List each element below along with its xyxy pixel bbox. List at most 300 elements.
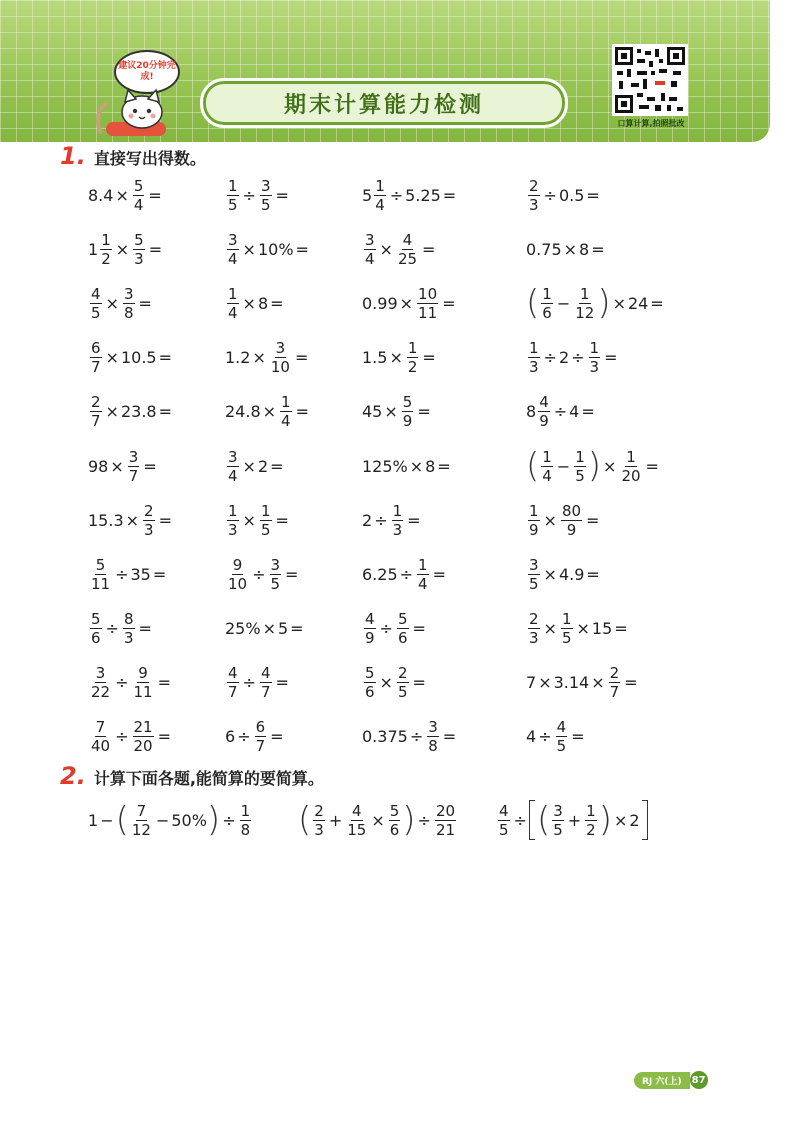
math-expression (362, 231, 437, 268)
problem-item (88, 393, 225, 430)
operator: = (412, 619, 426, 639)
denominator: 12 (131, 820, 151, 839)
fraction (133, 718, 154, 755)
problem-item (298, 800, 496, 840)
denominator: 4 (418, 574, 428, 593)
number: 1.2 (225, 348, 251, 368)
section-1-heading (60, 142, 206, 170)
numerator: 20 (435, 801, 456, 820)
fraction (227, 502, 239, 539)
denominator: 22 (91, 683, 111, 702)
operator: = (158, 402, 172, 422)
problem-item (88, 231, 225, 268)
fraction (123, 610, 135, 647)
problem-item (225, 718, 362, 755)
denominator: 4 (281, 412, 291, 431)
math-expression (225, 556, 300, 593)
operator: × (389, 348, 403, 368)
numerator: 3 (128, 447, 139, 466)
number: 4 (526, 727, 537, 747)
math-expression (298, 802, 458, 839)
number: 1.5 (362, 348, 388, 368)
fraction (552, 802, 564, 839)
fraction (541, 448, 553, 485)
denominator: 9 (402, 412, 413, 431)
numerator: 2 (397, 664, 408, 683)
fraction (131, 802, 152, 839)
numerator: 6 (255, 718, 266, 737)
math-expression (526, 610, 630, 647)
numerator: 2 (529, 176, 539, 195)
operator: = (270, 456, 284, 476)
denominator: 7 (609, 683, 620, 702)
number: 10.5 (120, 348, 157, 368)
section-2-number: 2. (60, 762, 86, 790)
numerator: 4 (402, 230, 413, 249)
book-label: RJ 六(上) (634, 1072, 690, 1089)
operator: ÷ (389, 185, 404, 205)
section-2-heading (60, 762, 324, 790)
number: 98 (88, 456, 109, 476)
fraction (402, 393, 414, 430)
numerator: 3 (529, 555, 539, 574)
operator: ÷ (374, 510, 388, 530)
denominator: 4 (228, 303, 238, 322)
number: 2 (629, 810, 640, 830)
denominator: 9 (529, 520, 539, 539)
operator: ÷ (252, 564, 266, 584)
operator: = (158, 348, 172, 368)
operator: × (543, 619, 557, 639)
math-expression (362, 339, 438, 376)
fraction (346, 802, 367, 839)
math-expression (526, 664, 640, 701)
problem-item (362, 393, 526, 430)
denominator: 4 (365, 249, 375, 268)
denominator: 2 (407, 358, 418, 377)
numerator: 2 (91, 393, 101, 412)
parenthesis: ( (526, 283, 540, 324)
fraction (90, 339, 102, 376)
number: 0.5 (558, 185, 585, 205)
operator: ÷ (115, 727, 129, 747)
fraction (574, 448, 586, 485)
operator: × (110, 456, 124, 476)
numerator: 1 (529, 339, 539, 358)
operator: + (567, 810, 582, 830)
number: 8 (257, 293, 269, 313)
operator: × (591, 673, 605, 693)
operator: = (407, 510, 421, 530)
problem-item (225, 448, 362, 485)
problem-item (88, 800, 298, 840)
denominator: 3 (529, 629, 539, 648)
problem-grid (88, 168, 728, 764)
fraction (528, 339, 540, 376)
fraction (528, 556, 540, 593)
number: 125% (362, 456, 408, 476)
number: 8 (526, 402, 537, 422)
numerator: 4 (260, 664, 271, 683)
problem-item (362, 502, 526, 539)
numerator: 3 (270, 555, 281, 574)
denominator: 25 (397, 249, 418, 268)
numerator: 5 (134, 230, 144, 249)
problem-item (526, 502, 696, 539)
number: 5.25 (405, 185, 441, 205)
math-expression (526, 177, 602, 214)
bracket (529, 800, 535, 840)
problem-item (225, 664, 362, 701)
fraction (556, 718, 568, 755)
numerator: 1 (529, 501, 539, 520)
fraction (90, 664, 111, 701)
fraction (227, 448, 239, 485)
operator: = (417, 402, 431, 422)
math-expression (526, 393, 597, 430)
denominator: 5 (499, 820, 509, 839)
fraction (541, 285, 553, 322)
denominator: 5 (260, 195, 271, 214)
problem-item (225, 339, 362, 376)
operator: = (294, 348, 309, 368)
problem-item (362, 664, 526, 701)
number: 2 (362, 510, 373, 530)
math-expression (362, 285, 458, 322)
problem-item (225, 231, 362, 268)
fraction (364, 610, 376, 647)
operator: ÷ (513, 810, 527, 830)
denominator: 7 (128, 466, 139, 485)
fraction (389, 802, 401, 839)
fraction (574, 285, 595, 322)
math-expression (225, 718, 286, 755)
denominator: 5 (260, 520, 271, 539)
fraction (240, 802, 252, 839)
numerator: 10 (418, 284, 438, 303)
problem-item (362, 339, 526, 376)
parenthesis: ) (597, 283, 611, 324)
operator: = (138, 619, 152, 639)
math-expression (225, 393, 311, 430)
numerator: 3 (228, 447, 238, 466)
denominator: 10 (228, 574, 248, 593)
fraction (280, 393, 292, 430)
operator: = (275, 510, 289, 530)
fraction (427, 718, 439, 755)
numerator: 1 (260, 501, 271, 520)
denominator: 7 (255, 737, 266, 756)
problem-item (88, 610, 225, 647)
fraction (498, 802, 510, 839)
numerator: 6 (91, 339, 101, 358)
math-expression (362, 556, 448, 593)
parenthesis: ) (402, 800, 416, 840)
denominator: 5 (556, 737, 567, 756)
problem-item (362, 177, 526, 214)
operator: = (591, 239, 605, 259)
number: 4.9 (558, 564, 585, 584)
fraction (364, 231, 376, 268)
math-expression (88, 285, 154, 322)
operator: × (603, 456, 617, 476)
math-expression (88, 718, 173, 755)
numerator: 1 (418, 555, 428, 574)
problem-item (362, 610, 526, 647)
math-expression (362, 393, 433, 430)
problem-item (225, 285, 362, 322)
math-expression (526, 556, 602, 593)
denominator: 6 (389, 820, 400, 839)
numerator: 1 (228, 176, 238, 195)
fraction (227, 556, 248, 593)
qr-code[interactable] (612, 44, 688, 116)
denominator: 4 (375, 195, 385, 214)
operator: ÷ (242, 185, 256, 205)
problem-item (362, 231, 526, 268)
operator: ÷ (538, 727, 552, 747)
numerator: 1 (407, 339, 418, 358)
page-number: 87 (690, 1071, 708, 1089)
fraction (397, 664, 409, 701)
operator: ÷ (105, 619, 119, 639)
operator: = (275, 673, 289, 693)
operator: − (556, 456, 571, 476)
fraction (270, 556, 282, 593)
fraction (397, 610, 409, 647)
section-1-title: 直接写出得数。 (93, 149, 206, 168)
operator: = (295, 402, 309, 422)
math-expression (88, 448, 159, 485)
fraction (417, 556, 429, 593)
denominator: 4 (542, 466, 552, 485)
math-expression (526, 240, 607, 259)
numerator: 2 (609, 664, 620, 683)
fraction (90, 556, 111, 593)
math-expression (225, 231, 311, 268)
number: 24.8 (225, 402, 261, 422)
section-2-problems (88, 800, 688, 840)
numerator: 3 (553, 801, 563, 820)
numerator: 2 (529, 610, 539, 629)
operator: = (586, 510, 600, 530)
operator: ÷ (409, 727, 424, 747)
numerator: 3 (228, 230, 238, 249)
problem-item (526, 718, 696, 755)
fraction (227, 231, 239, 268)
operator: − (100, 810, 114, 830)
denominator: 10 (270, 358, 290, 377)
numerator: 4 (539, 393, 549, 412)
denominator: 7 (91, 412, 101, 431)
section-2-title: 计算下面各题,能简算的要简算。 (93, 769, 324, 788)
problem-item (88, 339, 225, 376)
denominator: 6 (397, 629, 408, 648)
number: 3.14 (553, 673, 590, 693)
operator: ÷ (417, 810, 431, 830)
operator: = (157, 673, 171, 693)
denominator: 3 (589, 358, 600, 377)
operator: = (645, 456, 659, 476)
denominator: 7 (260, 683, 271, 702)
fraction (620, 448, 641, 485)
problem-item (526, 285, 696, 322)
operator: = (148, 185, 162, 205)
operator: = (285, 564, 299, 584)
denominator: 5 (91, 303, 101, 322)
header-banner (0, 0, 770, 142)
fraction (90, 718, 111, 755)
numerator: 5 (397, 610, 408, 629)
operator: × (252, 348, 266, 368)
operator: = (432, 564, 446, 584)
numerator: 1 (589, 339, 600, 358)
math-expression (88, 556, 168, 593)
fraction (589, 339, 601, 376)
bracket (642, 800, 648, 840)
denominator: 2 (101, 249, 111, 268)
math-expression (362, 457, 453, 476)
denominator: 7 (228, 683, 238, 702)
operator: × (543, 510, 557, 530)
problem-item (496, 800, 648, 840)
operator: = (442, 293, 456, 313)
number: 1 (88, 239, 99, 259)
operator: + (328, 810, 343, 830)
math-expression (88, 231, 164, 268)
operator: × (262, 402, 277, 422)
page-footer (634, 1071, 708, 1089)
problem-item (88, 177, 225, 214)
operator: × (543, 564, 557, 584)
operator: ÷ (115, 673, 129, 693)
numerator: 1 (281, 393, 291, 412)
number: 7 (526, 673, 537, 693)
math-expression (225, 448, 286, 485)
math-expression (496, 800, 648, 840)
math-expression (526, 718, 587, 755)
fraction (364, 664, 376, 701)
number: 6 (225, 727, 236, 747)
operator: × (242, 456, 256, 476)
numerator: 5 (365, 664, 375, 683)
numerator: 1 (375, 176, 385, 195)
fraction (528, 502, 540, 539)
problem-item (526, 177, 696, 214)
fraction (435, 802, 456, 839)
problem-item (88, 448, 225, 485)
math-expression (225, 619, 306, 638)
operator: × (105, 402, 119, 422)
denominator: 11 (418, 303, 438, 322)
operator: × (563, 239, 578, 259)
denominator: 5 (397, 683, 408, 702)
denominator: 6 (542, 303, 552, 322)
operator: ÷ (553, 402, 568, 422)
fraction (133, 664, 154, 701)
operator: = (604, 348, 618, 368)
numerator: 1 (228, 501, 238, 520)
number: 6.25 (362, 564, 398, 584)
denominator: 21 (435, 820, 456, 839)
math-expression (225, 177, 291, 214)
math-expression (88, 802, 253, 839)
operator: = (143, 456, 157, 476)
problem-item (225, 502, 362, 539)
problem-item (362, 718, 526, 755)
denominator: 11 (133, 683, 153, 702)
parenthesis: ( (115, 800, 129, 840)
denominator: 4 (228, 249, 238, 268)
qr-code-icon (615, 47, 685, 113)
numerator: 9 (232, 555, 243, 574)
number: 45 (362, 402, 383, 422)
operator: × (379, 673, 393, 693)
numerator: 1 (579, 284, 590, 303)
operator: = (614, 619, 628, 639)
fraction (128, 448, 140, 485)
math-expression (362, 610, 428, 647)
problem-item (225, 177, 362, 214)
problem-item (362, 556, 526, 593)
operator: × (242, 293, 256, 313)
numerator: 4 (351, 801, 362, 820)
fraction (407, 339, 419, 376)
operator: ÷ (399, 564, 414, 584)
operator: × (115, 239, 130, 259)
numerator: 9 (138, 664, 148, 683)
numerator: 1 (575, 447, 585, 466)
fraction (561, 502, 582, 539)
fraction (528, 610, 540, 647)
numerator: 4 (91, 284, 101, 303)
operator: = (422, 348, 436, 368)
problem-item (225, 393, 362, 430)
fraction (133, 177, 145, 214)
numerator: 1 (542, 284, 552, 303)
math-expression (362, 177, 458, 214)
fraction (260, 502, 272, 539)
denominator: 5 (529, 574, 539, 593)
operator: ÷ (379, 619, 393, 639)
problem-item (88, 664, 225, 701)
operator: = (586, 564, 600, 584)
problem-item (526, 610, 696, 647)
number: 50% (171, 810, 207, 830)
parenthesis: ) (587, 446, 602, 487)
numerator: 3 (260, 176, 271, 195)
fraction (392, 502, 404, 539)
denominator: 15 (347, 820, 367, 839)
denominator: 3 (529, 195, 539, 214)
operator: × (538, 673, 552, 693)
operator: ÷ (115, 564, 129, 584)
operator: × (105, 293, 119, 313)
fraction (313, 802, 325, 839)
operator: × (399, 293, 414, 313)
denominator: 20 (621, 466, 641, 485)
number: 8 (579, 239, 590, 259)
operator: ÷ (237, 727, 251, 747)
numerator: 1 (101, 230, 111, 249)
denominator: 5 (270, 574, 281, 593)
fraction (538, 393, 550, 430)
fraction (260, 177, 272, 214)
operator: × (576, 619, 590, 639)
denominator: 5 (228, 195, 238, 214)
number: 24 (627, 293, 649, 313)
denominator: 5 (553, 820, 563, 839)
